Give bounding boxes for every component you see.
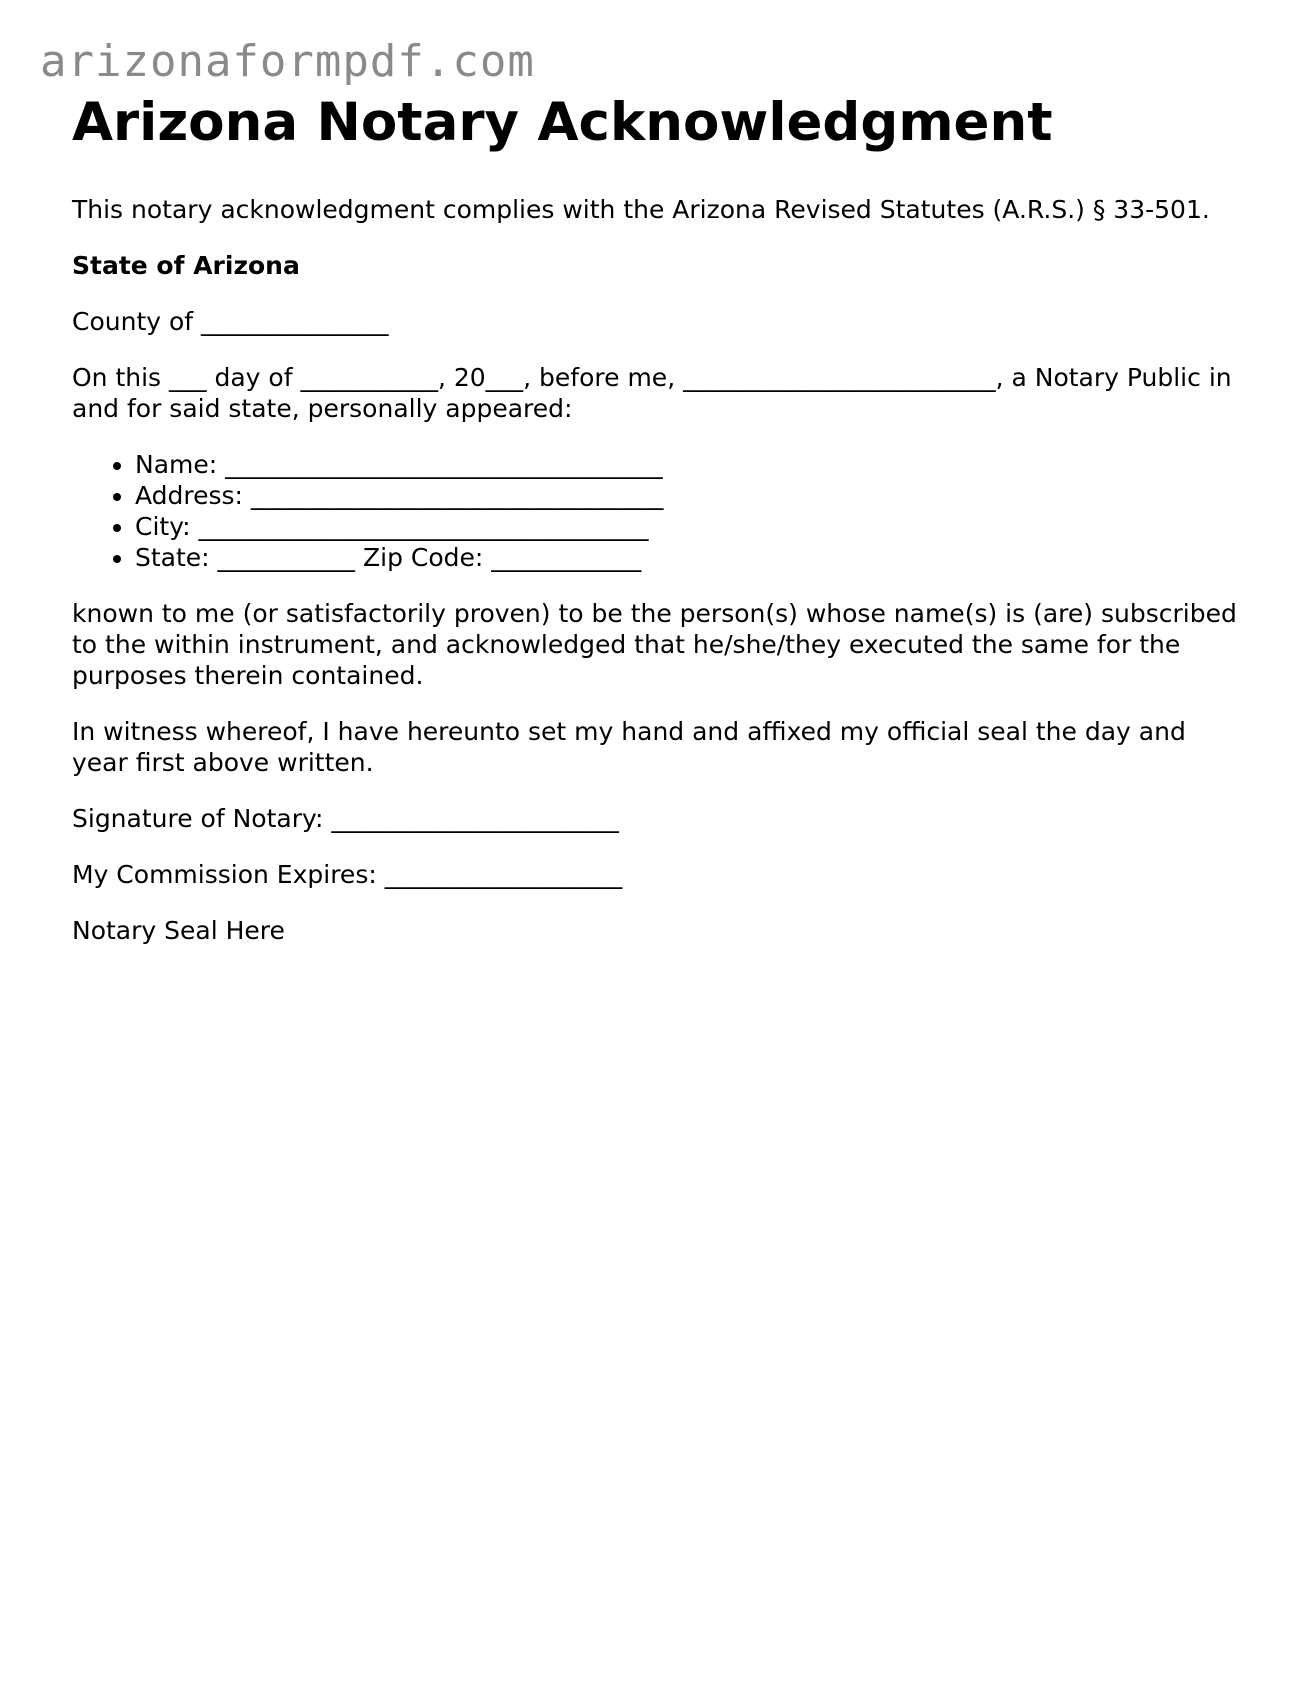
list-item-city: • City: ____________________________________ <box>135 511 1242 542</box>
notary-signature-line: Signature of Notary: _______________________ <box>72 804 619 833</box>
document-body <box>72 92 1242 946</box>
known-paragraph: known to me (or satisfactorily proven) to be the person(s) whose name(s) is (are) subscribed to the within instrument, and acknowledged that he/she/they executed the same for the purposes therein contained. <box>72 599 1237 690</box>
intro-paragraph: This notary acknowledgment complies with the Arizona Revised Statutes (A.R.S.) § 33-501. <box>72 195 1210 224</box>
county-line: County of _______________ <box>72 307 389 336</box>
appearer-fields-list <box>72 449 1242 573</box>
list-item-address: • Address: _________________________________ <box>135 480 1242 511</box>
list-item-state-zip: • State: ___________ Zip Code: ____________ <box>135 542 1242 573</box>
notary-seal-label: Notary Seal Here <box>72 916 285 945</box>
state-heading: State of Arizona <box>72 251 300 280</box>
page-title: Arizona Notary Acknowledgment <box>72 92 1053 153</box>
commission-expires-line: My Commission Expires: ___________________ <box>72 860 623 889</box>
appearance-paragraph: On this ___ day of ___________, 20___, before me, _________________________, a Notary Public in and for said state, personally appeared: <box>72 363 1232 423</box>
witness-paragraph: In witness whereof, I have hereunto set my hand and affixed my official seal the day and year first above written. <box>72 717 1186 777</box>
watermark-text: arizonaformpdf.com <box>40 36 535 87</box>
list-item-name: • Name: ___________________________________ <box>135 449 1242 480</box>
